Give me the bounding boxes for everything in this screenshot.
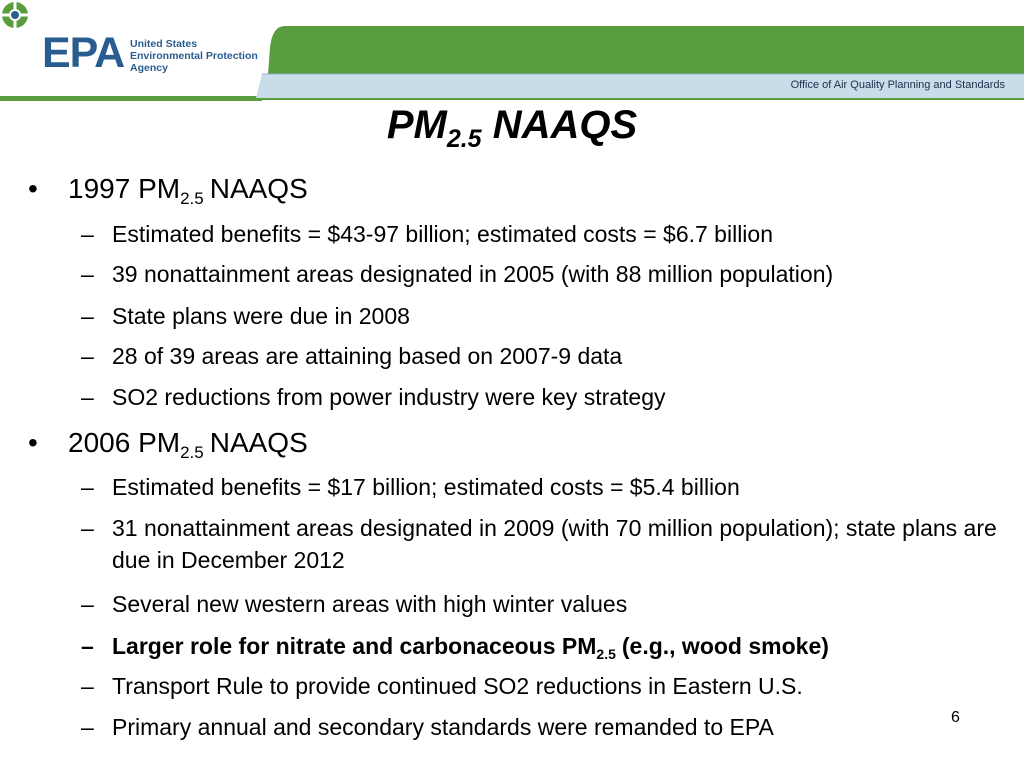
title-rest: NAAQS xyxy=(481,103,638,147)
bullet-icon: • xyxy=(28,173,38,204)
bullet-1997-naaqs xyxy=(28,172,308,208)
dash-icon: – xyxy=(81,591,94,617)
sub-bullet xyxy=(81,711,1017,743)
bold-suffix: (e.g., wood smoke) xyxy=(621,633,829,659)
office-name: Office of Air Quality Planning and Standards xyxy=(790,79,1005,91)
dash-icon: – xyxy=(81,633,94,659)
bold-subscript: 2.5 xyxy=(596,646,616,662)
dash-icon: – xyxy=(81,384,94,410)
sub-bullet-text: Transport Rule to provide continued SO2 reductions in Eastern U.S. xyxy=(112,673,803,699)
agency-line: Environmental Protection xyxy=(130,50,258,62)
dash-icon: – xyxy=(81,474,94,500)
slide-title xyxy=(0,100,1024,153)
sub-bullet-text: 31 nonattainment areas designated in 2009 (with 70 million population); state plans are due in December 2012 xyxy=(112,515,997,573)
dash-icon: – xyxy=(81,714,94,740)
sub-bullet-text: Primary annual and secondary standards were remanded to EPA xyxy=(112,714,774,740)
bullet-prefix: 2006 PM xyxy=(68,427,181,458)
epa-logo-text: EPA xyxy=(42,29,125,77)
sub-bullet-text: SO2 reductions from power industry were key strategy xyxy=(112,384,666,410)
dash-icon: – xyxy=(81,673,94,699)
page-number: 6 xyxy=(951,709,960,726)
sub-bullet-text: Several new western areas with high winter values xyxy=(112,591,628,617)
bullet-icon: • xyxy=(28,427,38,458)
bullet-2006-naaqs xyxy=(28,426,308,462)
bullet-prefix: 1997 PM xyxy=(68,173,181,204)
bullet-subscript: 2.5 xyxy=(180,443,204,462)
sub-bullet xyxy=(81,218,1017,250)
title-main: PM xyxy=(386,103,447,147)
agency-line: United States xyxy=(130,38,198,50)
epa-flower-icon xyxy=(0,0,30,30)
sub-bullet xyxy=(81,670,1017,702)
sub-bullet xyxy=(81,258,1017,290)
bold-prefix: Larger role for nitrate and carbonaceous PM xyxy=(112,633,597,659)
sub-bullet-text: Estimated benefits = $17 billion; estimated costs = $5.4 billion xyxy=(112,474,740,500)
sub-bullet xyxy=(81,381,1017,413)
bullet-suffix: NAAQS xyxy=(209,427,308,458)
sub-bullet-text: State plans were due in 2008 xyxy=(112,303,410,329)
sub-bullet-text: 39 nonattainment areas designated in 2005 (with 88 million population) xyxy=(112,261,834,287)
sub-bullet xyxy=(81,340,1017,372)
sub-bullet xyxy=(81,588,1017,620)
title-subscript: 2.5 xyxy=(446,125,482,153)
dash-icon: – xyxy=(81,303,94,329)
sub-bullet-text: Estimated benefits = $43-97 billion; estimated costs = $6.7 billion xyxy=(112,221,773,247)
dash-icon: – xyxy=(81,261,94,287)
agency-name xyxy=(130,38,258,74)
dash-icon: – xyxy=(81,515,94,541)
sub-bullet-bold xyxy=(81,630,1017,662)
sub-bullet-text: 28 of 39 areas are attaining based on 2007-9 data xyxy=(112,343,623,369)
dash-icon: – xyxy=(81,343,94,369)
agency-line: Agency xyxy=(130,62,168,74)
bullet-subscript: 2.5 xyxy=(180,189,204,208)
dash-icon: – xyxy=(81,221,94,247)
sub-bullet xyxy=(81,300,1017,332)
bullet-suffix: NAAQS xyxy=(209,173,308,204)
epa-header-banner xyxy=(0,0,1024,104)
sub-bullet xyxy=(81,512,1017,576)
sub-bullet xyxy=(81,471,1017,503)
